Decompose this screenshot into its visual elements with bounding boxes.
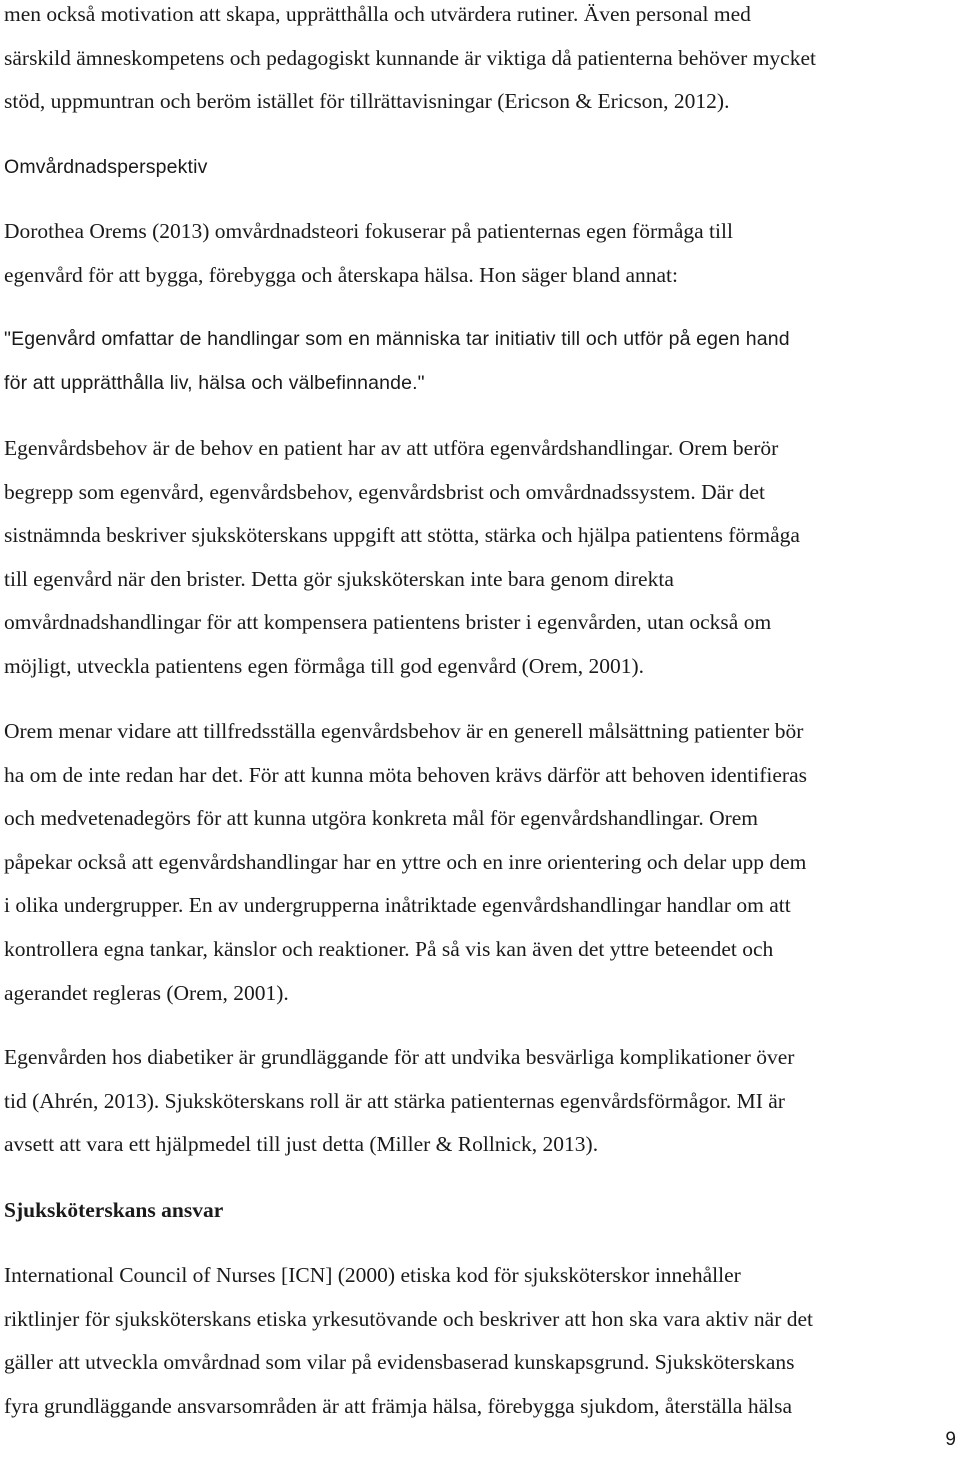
paragraph-egenvardsbehov [4,427,954,689]
text-line: begrepp som egenvård, egenvårdsbehov, egenvårdsbrist och omvårdnadssystem. Där det [4,479,766,504]
text-line: kontrollera egna tankar, känslor och reaktioner. På så vis kan även det yttre beteendet och [4,936,774,961]
text-line: gäller att utveckla omvårdnad som vilar på evidensbaserad kunskapsgrund. Sjuksköterskans [4,1350,795,1375]
paragraph-orem-menar [4,710,954,1015]
heading-text: Omvårdnadsperspektiv [4,156,208,178]
section-heading-ansvar [4,1189,954,1233]
text-line: avsett att vara ett hjälpmedel till just detta (Miller & Rollnick, 2013). [4,1132,599,1157]
text-line: Orem menar vidare att tillfredsställa egenvårdsbehov är en generell målsättning patienter bör [4,719,804,743]
page-number: 9 [945,1429,956,1450]
text-line: Egenvårdsbehov är de behov en patient har av att utföra egenvårdshandlingar. Orem berör [4,436,779,460]
text-line: agerandet regleras (Orem, 2001). [4,980,289,1005]
text-line: omvårdnadshandlingar för att kompensera patientens brister i egenvården, utan också om [4,610,772,635]
text-line: "Egenvård omfattar de handlingar som en människa tar initiativ till och utför på egen hand [4,328,790,350]
paragraph-orem-quote [4,318,954,405]
paragraph-icn-code [4,1254,954,1428]
text-line: och medvetenadegörs för att kunna utgöra konkreta mål för egenvårdshandlingar. Orem [4,806,759,831]
text-line: men också motivation att skapa, upprätthålla och utvärdera rutiner. Även personal med [4,2,751,26]
text-line: påpekar också att egenvårdshandlingar har en yttre och en inre orientering och delar upp dem [4,849,807,874]
text-line: möjligt, utveckla patientens egen förmåga till god egenvård (Orem, 2001). [4,653,645,678]
heading-text: Sjuksköterskans ansvar [4,1198,224,1222]
section-heading-omvardnadsperspektiv [4,146,954,190]
text-line: särskild ämneskompetens och pedagogiskt kunnande är viktiga då patienterna behöver mycket [4,45,816,70]
text-line: Egenvården hos diabetiker är grundläggande för att undvika besvärliga komplikationer över [4,1045,795,1069]
text-line: i olika undergrupper. En av undergrupperna inåtriktade egenvårdshandlingar handlar om att [4,893,791,918]
paragraph-intro-continuation [4,0,954,124]
text-line: riktlinjer för sjuksköterskans etiska yrkesutövande och beskriver att hon ska vara aktiv när det [4,1306,814,1331]
text-line: sistnämnda beskriver sjuksköterskans uppgift att stötta, stärka och hjälpa patientens förmåga [4,523,800,548]
text-line: fyra grundläggande ansvarsområden är att främja hälsa, förebygga sjukdom, återställa hälsa [4,1393,793,1418]
text-line: egenvård för att bygga, förebygga och återskapa hälsa. Hon säger bland annat: [4,262,678,287]
paragraph-diabetes-egenvard [4,1036,954,1167]
text-line: tid (Ahrén, 2013). Sjuksköterskans roll är att stärka patienternas egenvårdsförmågor. MI är [4,1088,785,1113]
text-line: för att upprätthålla liv, hälsa och välbefinnande." [4,371,425,394]
text-line: stöd, uppmuntran och beröm istället för tillrättavisningar (Ericson & Ericson, 2012). [4,89,730,114]
text-line: Dorothea Orems (2013) omvårdnadsteori fokuserar på patienternas egen förmåga till [4,219,733,243]
text-line: ha om de inte redan har det. För att kunna möta behoven krävs därför att behoven identifieras [4,762,807,787]
text-line: till egenvård när den brister. Detta gör sjuksköterskan inte bara genom direkta [4,566,674,591]
paragraph-orem-theory [4,210,954,297]
text-line: International Council of Nurses [ICN] (2000) etiska kod för sjuksköterskor innehåller [4,1263,741,1287]
